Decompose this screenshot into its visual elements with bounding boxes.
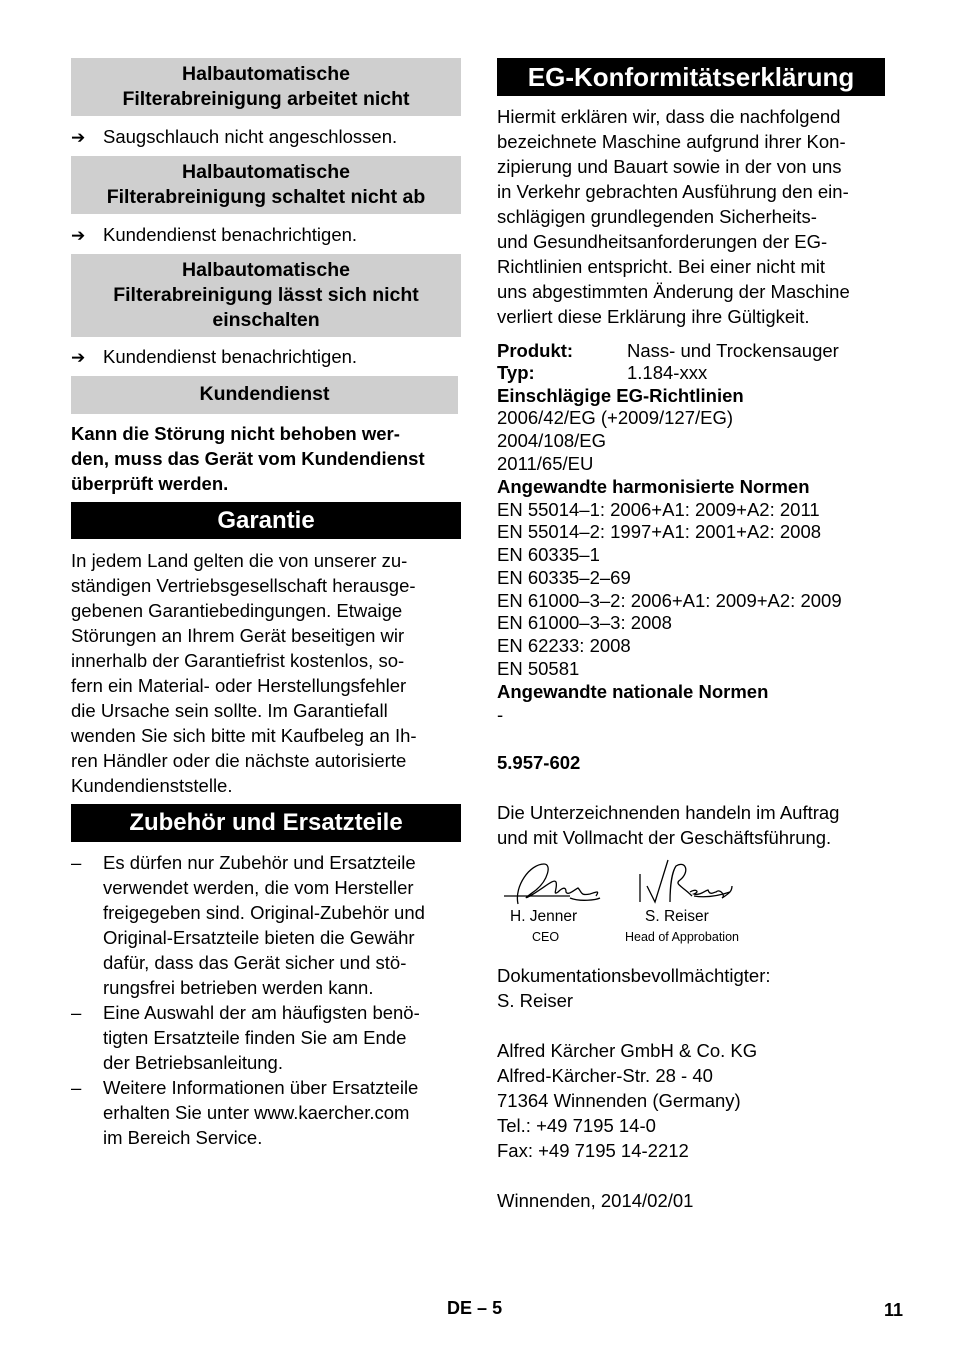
text-line: bezeichnete Maschine aufgrund ihrer Kon- [497, 131, 846, 152]
normen-label: Angewandte harmonisierte Normen [497, 476, 810, 497]
remedy-1 [71, 125, 397, 150]
dash-bullet: – [71, 1077, 82, 1098]
text-line: In jedem Land gelten die von unserer zu- [71, 550, 408, 571]
text-line: fern ein Material- oder Herstellungsfehler [71, 675, 407, 696]
signer2-role: Head of Approbation [625, 930, 739, 944]
text-line: die Ursache sein sollte. Im Garantiefall [71, 700, 388, 721]
national-label: Angewandte nationale Normen [497, 681, 769, 702]
text-line: und mit Vollmacht der Geschäftsführung. [497, 827, 832, 848]
norm-item: EN 50581 [497, 658, 580, 679]
arrow-right-icon: ➔ [71, 226, 86, 245]
national-value: - [497, 704, 504, 725]
text-line: S. Reiser [497, 990, 574, 1011]
kundendienst-heading [71, 376, 458, 414]
text-line: Kann die Störung nicht behoben wer- [71, 423, 400, 444]
konformitaet-heading: EG-Konformitätserklärung [497, 58, 885, 96]
remedy-text: Kundendienst benachrichtigen. [103, 224, 358, 245]
norm-item: EN 60335–2–69 [497, 567, 631, 588]
typ-label: Typ: [497, 362, 535, 383]
kundendienst-text [71, 421, 425, 496]
heading-line: Filterabreinigung arbeitet nicht [122, 88, 410, 110]
text-line: Störungen an Ihrem Gerät beseitigen wir [71, 625, 405, 646]
richtlinie-item: 2006/42/EG (+2009/127/EG) [497, 407, 734, 428]
signer1-role: CEO [532, 930, 560, 944]
text-line: verliert diese Erklärung ihre Gültigkeit. [497, 306, 810, 327]
text-line: 71364 Winnenden (Germany) [497, 1090, 741, 1111]
text-line: Alfred-Kärcher-Str. 28 - 40 [497, 1065, 713, 1086]
troubleshoot-heading-2 [71, 156, 461, 214]
text-line: rungsfrei betrieben werden kann. [103, 977, 374, 998]
text-line: den, muss das Gerät vom Kundendienst [71, 448, 425, 469]
troubleshoot-heading-3 [71, 254, 461, 337]
text-line: ständigen Vertriebsgesellschaft herausge- [71, 575, 416, 596]
norm-item: EN 55014–1: 2006+A1: 2009+A2: 2011 [497, 499, 820, 520]
signer1-name: H. Jenner [510, 908, 578, 925]
signer2-name: S. Reiser [645, 908, 709, 925]
heading-line: Filterabreinigung schaltet nicht ab [106, 186, 426, 208]
text-line: wenden Sie sich bitte mit Kaufbeleg an Ih- [71, 725, 417, 746]
zubehoer-heading: Zubehör und Ersatzteile [71, 804, 461, 842]
norm-item: EN 55014–2: 1997+A1: 2001+A2: 2008 [497, 521, 822, 542]
produkt-value: Nass- und Trockensauger [627, 340, 839, 361]
richtlinie-item: 2004/108/EG [497, 430, 607, 451]
heading-line: Kundendienst [199, 383, 330, 405]
text-line: im Bereich Service. [103, 1127, 263, 1148]
text-line: gebenen Garantiebedingungen. Etwaige [71, 600, 403, 621]
heading-line: Halbautomatische [182, 63, 350, 85]
text-line: Winnenden, 2014/02/01 [497, 1190, 694, 1211]
lang-page-number: 5 [492, 1298, 503, 1318]
text-line: der Betriebsanleitung. [103, 1052, 283, 1073]
signatures-graphic [500, 856, 760, 912]
arrow-right-icon: ➔ [71, 128, 86, 147]
signature-jenner [504, 864, 600, 904]
norm-item: EN 62233: 2008 [497, 635, 631, 656]
garantie-heading: Garantie [71, 502, 461, 539]
remedy-2 [71, 223, 357, 248]
richtlinien-label: Einschlägige EG-Richtlinien [497, 385, 744, 406]
text-line: Tel.: +49 7195 14-0 [497, 1115, 656, 1136]
dash: – [477, 1298, 488, 1318]
text-line: Alfred Kärcher GmbH & Co. KG [497, 1040, 758, 1061]
heading-line: Halbautomatische [182, 161, 350, 183]
text-line: ren Händler oder die nächste autorisierte [71, 750, 407, 771]
text-line: freigegeben sind. Original-Zubehör und [103, 902, 425, 923]
signature-reiser [640, 860, 732, 902]
signers-text [497, 800, 839, 850]
norm-item: EN 60335–1 [497, 544, 600, 565]
text-line: Dokumentationsbevollmächtigter: [497, 965, 771, 986]
text-line: innerhalb der Garantiefrist kostenlos, so- [71, 650, 405, 671]
arrow-right-icon: ➔ [71, 348, 86, 367]
heading-line: Halbautomatische [182, 259, 350, 281]
norm-item: EN 61000–3–3: 2008 [497, 612, 672, 633]
text-line: überprüft werden. [71, 473, 229, 494]
text-line: Fax: +49 7195 14-2212 [497, 1140, 689, 1161]
text-line: tigten Ersatzteile finden Sie am Ende [103, 1027, 407, 1048]
text-line: verwendet werden, die vom Hersteller [103, 877, 414, 898]
text-line: uns abgestimmten Änderung der Maschine [497, 281, 850, 302]
text-line: Kundendienststelle. [71, 775, 233, 796]
text-line: Richtlinien entspricht. Bei einer nicht mit [497, 256, 826, 277]
heading-line: Filterabreinigung lässt sich nicht [113, 284, 419, 306]
text-line: Original-Ersatzteile bieten die Gewähr [103, 927, 415, 948]
intro-text [497, 104, 850, 329]
text-line: Weitere Informationen über Ersatzteile [103, 1077, 419, 1098]
text-line: erhalten Sie unter www.kaercher.com [103, 1102, 410, 1123]
bevollmaechtigter [497, 963, 771, 1013]
produkt-label: Produkt: [497, 340, 574, 361]
troubleshoot-heading-1 [71, 58, 461, 116]
remedy-text: Kundendienst benachrichtigen. [103, 346, 358, 367]
text-line: dafür, dass das Gerät sicher und stö- [103, 952, 407, 973]
text-line: schlägigen grundlegenden Sicherheits- [497, 206, 817, 227]
text-line: zipierung und Bauart sowie in der von uns [497, 156, 842, 177]
text-line: und Gesundheitsanforderungen der EG- [497, 231, 828, 252]
garantie-text [71, 548, 417, 798]
typ-value: 1.184-xxx [627, 362, 708, 383]
text-line: in Verkehr gebrachten Ausführung den ein- [497, 181, 849, 202]
remedy-3 [71, 345, 357, 370]
heading-line: einschalten [212, 309, 320, 331]
lang-code: DE [447, 1298, 473, 1318]
footer-lang-page [447, 1298, 502, 1319]
dash-bullet: – [71, 1002, 82, 1023]
page-number: 11 [884, 1300, 904, 1320]
text-line: Die Unterzeichnenden handeln im Auftrag [497, 802, 840, 823]
norm-item: EN 61000–3–2: 2006+A1: 2009+A2: 2009 [497, 590, 842, 611]
richtlinie-item: 2011/65/EU [497, 453, 594, 474]
text-line: Hiermit erklären wir, dass die nachfolgend [497, 106, 841, 127]
address-block [497, 1038, 757, 1163]
doc-number: 5.957-602 [497, 752, 581, 773]
text-line: Es dürfen nur Zubehör und Ersatzteile [103, 852, 416, 873]
place-date [497, 1188, 693, 1213]
remedy-text: Saugschlauch nicht angeschlossen. [103, 126, 398, 147]
text-line: Eine Auswahl der am häufigsten benö- [103, 1002, 420, 1023]
dash-bullet: – [71, 852, 82, 873]
